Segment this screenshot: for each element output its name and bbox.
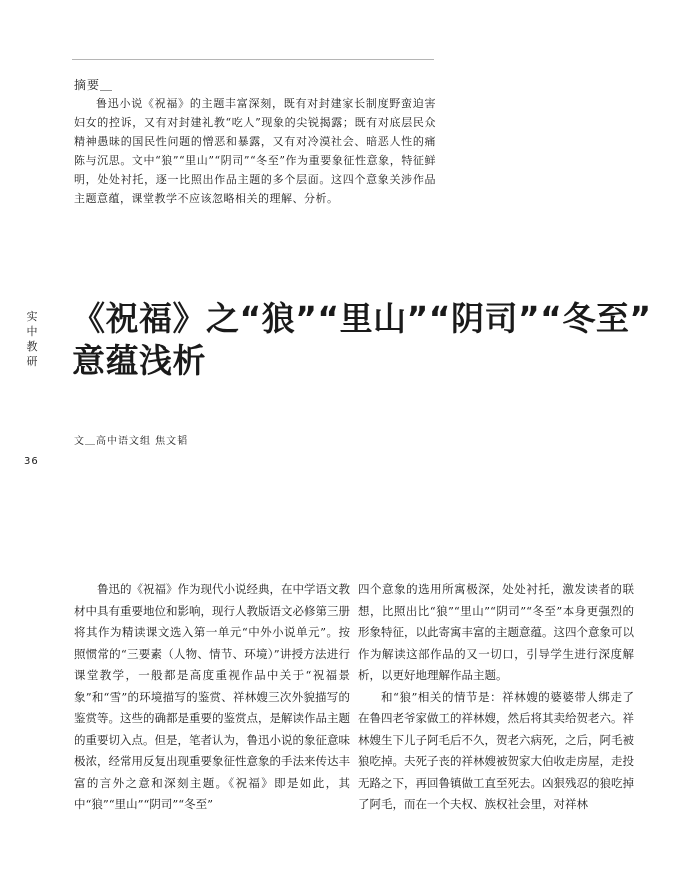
body-paragraph: 四个意象的选用所寓极深，处处衬托，激发读者的联想，比照出比“狼”“里山”“阴司”“冬至”本身更强烈的形象特征，以此寄寓丰富的主题意蕴。这四个意象可以作为解读这部作品的又一切口，引导学生进行深度解析，以更好地理解作品主题。 <box>358 582 634 682</box>
page-number: 36 <box>24 456 39 467</box>
author-byline: 文＿高中语文组 焦文韬 <box>74 436 189 447</box>
body-column-right <box>358 579 634 816</box>
side-label-char: 研 <box>26 355 38 368</box>
side-label-char: 实 <box>26 310 38 323</box>
body-column-left <box>74 579 350 816</box>
section-side-label <box>26 309 38 369</box>
body-paragraph: 鲁迅的《祝福》作为现代小说经典，在中学语文教材中具有重要地位和影响，现行人教版语文必修第三册将其作为精读课文选入第一单元“中外小说单元”。按照惯常的“三要素（人物、情节、环境）”讲授方法进行课堂教学，一般都是高度重视作品中关于“祝福景象”和“雪”的环境描写的鉴赏、祥林嫂三次外貌描写的鉴赏等。这些的确都是重要的鉴赏点，是解读作品主题的重要切入点。但是，笔者认为，鲁迅小说的象征意味极浓，经常用反复出现重要象征性意象的手法来传达丰富的言外之意和深刻主题。《祝福》即是如此，其中“狼”“里山”“阴司”“冬至” <box>74 582 350 811</box>
title-line-2: 意蕴浅析 <box>72 341 206 380</box>
title-line-1: 《祝福》之“狼”“里山”“阴司”“冬至” <box>72 299 652 338</box>
abstract-text: 鲁迅小说《祝福》的主题丰富深刻，既有对封建家长制度野蛮迫害妇女的控诉，又有对封建礼教“吃人”现象的尖锐揭露；既有对底层民众精神愚昧的国民性问题的憎恶和暴露，又有对冷漠社会、暗恶人性的痛陈与沉思。文中“狼”“里山”“阴司”“冬至”作为重要象征性意象，特征鲜明，处处衬托，逐一比照出作品主题的多个层面。这四个意象关涉作品主题意蕴，课堂教学不应该忽略相关的理解、分析。 <box>74 97 436 205</box>
top-divider <box>72 59 434 60</box>
article-title <box>72 298 652 382</box>
abstract-label: 摘要＿ <box>74 78 114 92</box>
side-label-char: 中 <box>26 325 38 338</box>
side-label-char: 教 <box>26 340 38 353</box>
body-paragraph: 和“狼”相关的情节是：祥林嫂的婆婆带人绑走了在鲁四老爷家做工的祥林嫂，然后将其卖给贺老六。祥林嫂生下儿子阿毛后不久，贺老六病死，之后，阿毛被狼吃掉。夫死子丧的祥林嫂被贺家大伯收走房屋，走投无路之下，再回鲁镇做工直至死去。凶狠残忍的狼吃掉了阿毛，而在一个夫权、族权社会里，对祥林 <box>358 689 634 811</box>
